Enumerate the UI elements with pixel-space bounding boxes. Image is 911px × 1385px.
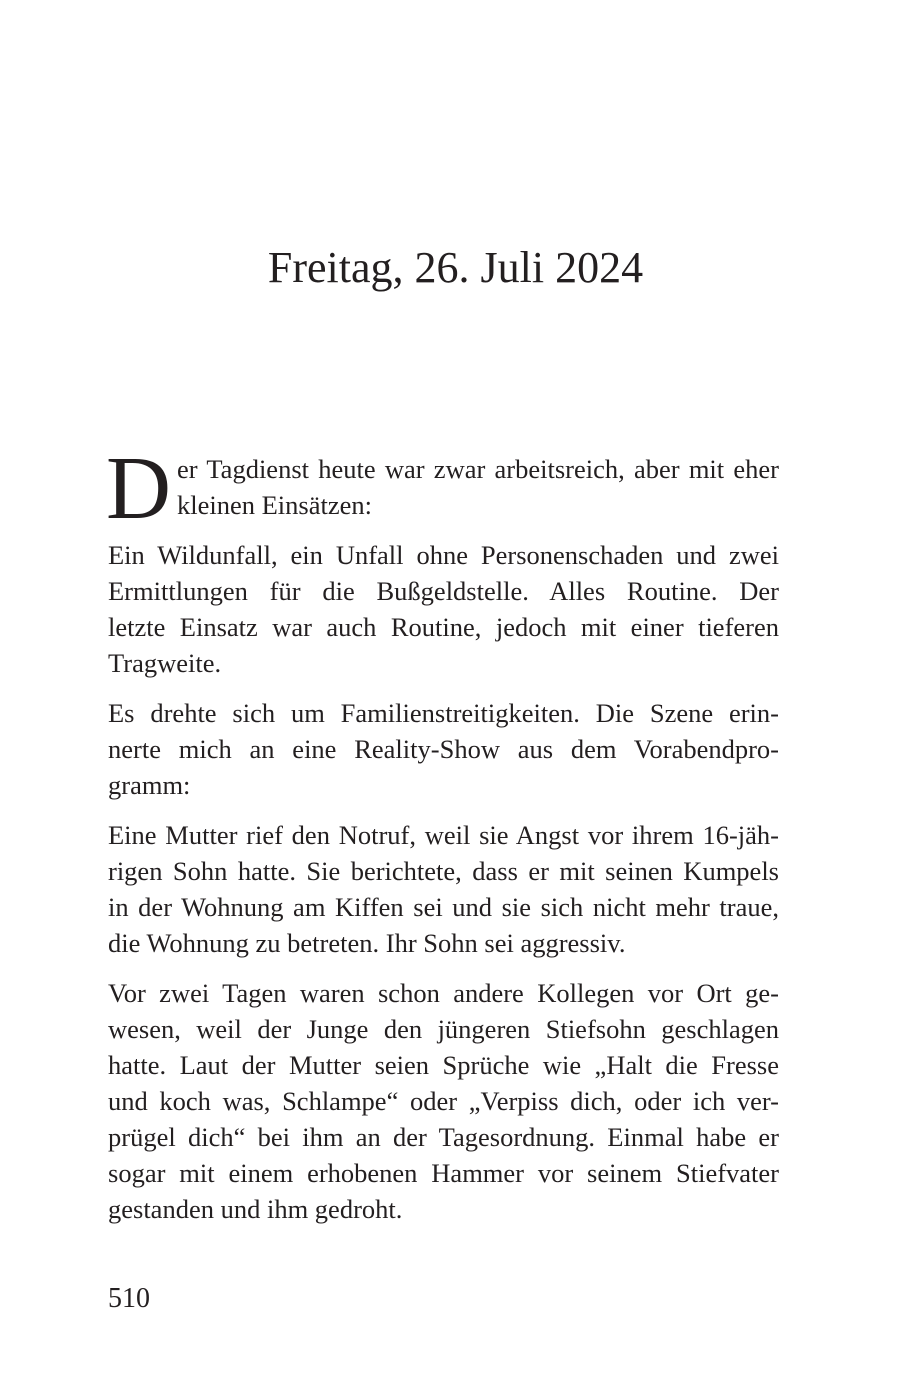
text-line: gramm:	[108, 770, 191, 800]
text-line: letzte Einsatz war auch Routine, jedoch mit einer tieferen	[108, 612, 779, 642]
text-line: Vor zwei Tagen waren schon andere Kollegen vor Ort ge-	[108, 978, 779, 1008]
text-line: nerte mich an eine Reality-Show aus dem Vorabendpro-	[108, 734, 779, 764]
text-line: Ein Wildunfall, ein Unfall ohne Personenschaden und zwei	[108, 540, 779, 570]
text-line: in der Wohnung am Kiffen sei und sie sich nicht mehr traue,	[108, 892, 779, 922]
text-line: er Tagdienst heute war zwar arbeitsreich, aber mit eher	[177, 454, 779, 484]
text-line: Ermittlungen für die Bußgeldstelle. Alles Routine. Der	[108, 576, 779, 606]
text-line: hatte. Laut der Mutter seien Sprüche wie „Halt die Fresse	[108, 1050, 779, 1080]
paragraph-4	[108, 817, 779, 961]
text-line: die Wohnung zu betreten. Ihr Sohn sei aggressiv.	[108, 928, 626, 958]
paragraph-1	[106, 439, 779, 538]
text-line: Tragweite.	[108, 648, 222, 678]
page-number: 510	[108, 1283, 150, 1314]
text-line: rigen Sohn hatte. Sie berichtete, dass er mit seinen Kumpels	[108, 856, 779, 886]
paragraph-2	[108, 537, 779, 681]
paragraph-5	[108, 975, 779, 1227]
text-line: kleinen Einsätzen:	[177, 490, 372, 520]
body-text	[106, 439, 779, 1241]
drop-cap-letter: D	[106, 439, 171, 538]
text-line: Eine Mutter rief den Notruf, weil sie Angst vor ihrem 16-jäh-	[108, 820, 779, 850]
text-line: Es drehte sich um Familienstreitigkeiten. Die Szene erin-	[108, 698, 779, 728]
chapter-title: Freitag, 26. Juli 2024	[267, 243, 644, 292]
text-line: sogar mit einem erhobenen Hammer vor seinem Stiefvater	[108, 1158, 779, 1188]
text-line: prügel dich“ bei ihm an der Tagesordnung. Einmal habe er	[108, 1122, 779, 1152]
paragraph-3	[108, 695, 779, 803]
text-line: und koch was, Schlampe“ oder „Verpiss dich, oder ich ver-	[108, 1086, 779, 1116]
text-line: wesen, weil der Junge den jüngeren Stiefsohn geschlagen	[108, 1014, 779, 1044]
text-line: gestanden und ihm gedroht.	[108, 1194, 403, 1224]
